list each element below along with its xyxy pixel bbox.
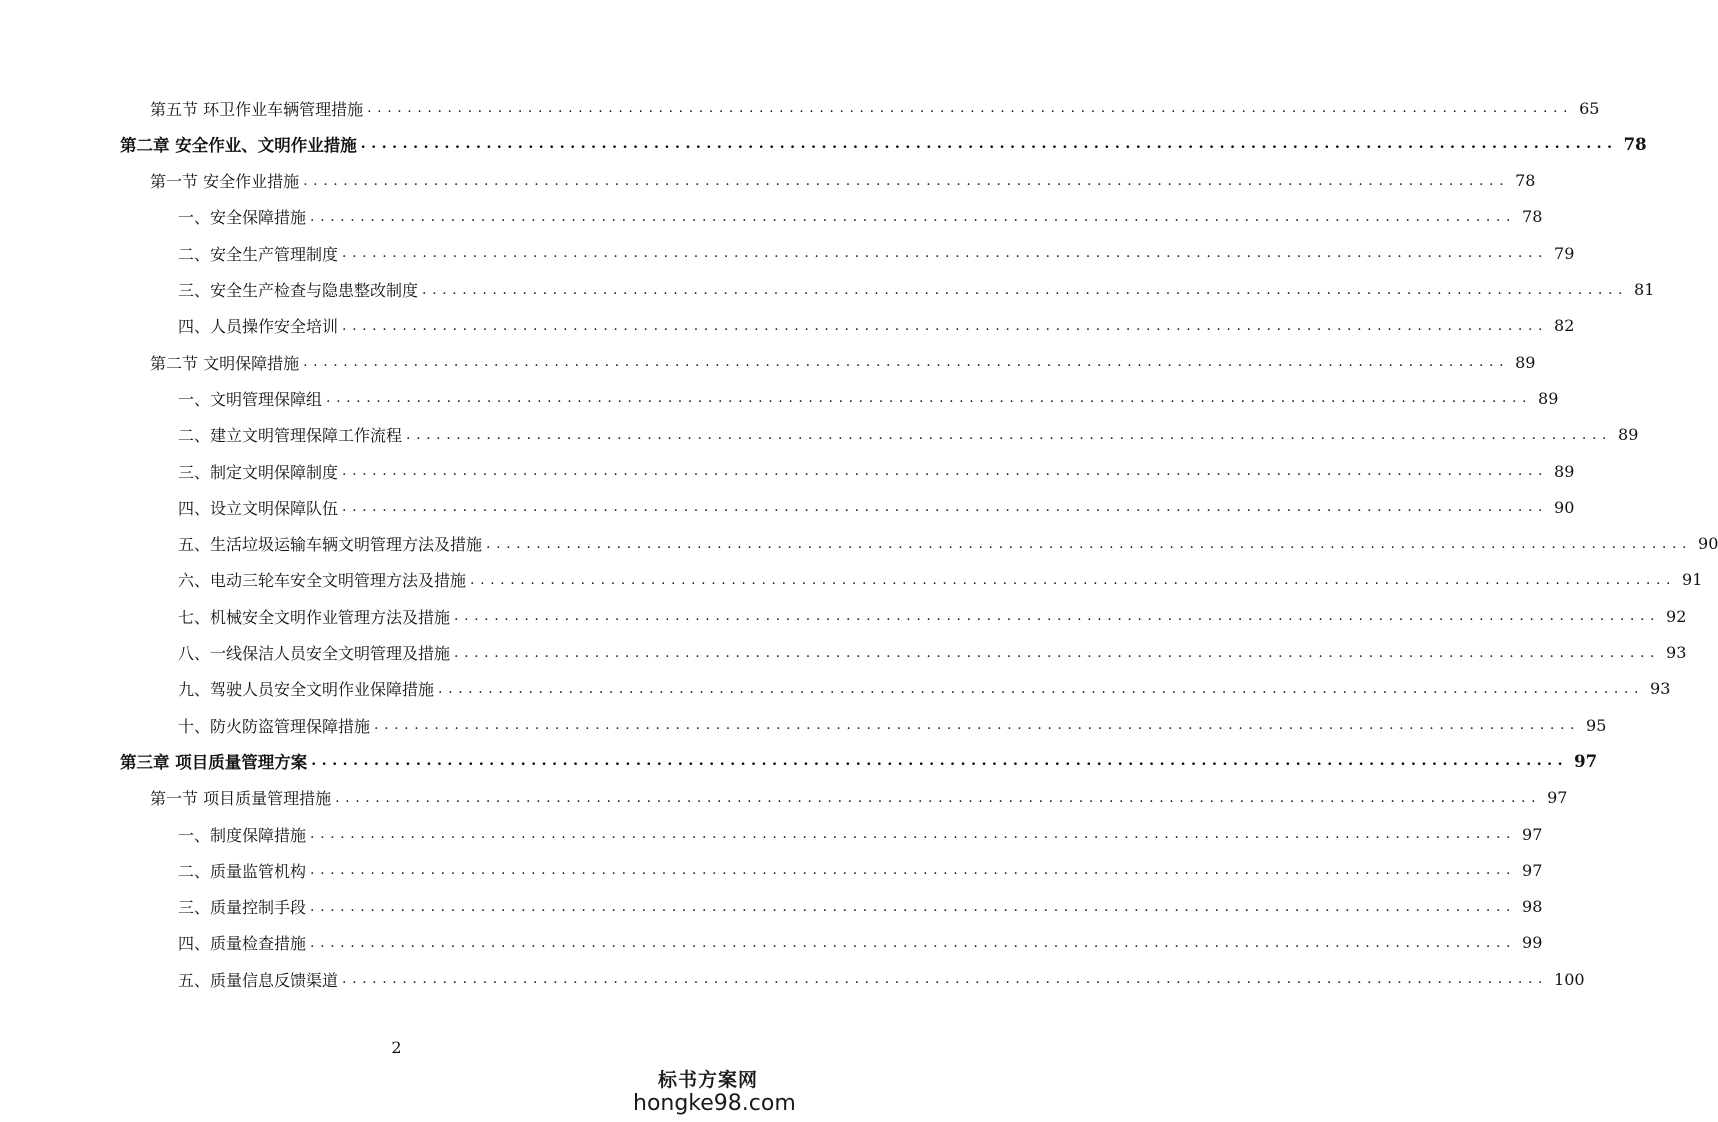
toc-entry-title: 九、驾驶人员安全文明作业保障措施 (178, 680, 435, 700)
toc-entry (178, 894, 1543, 920)
toc-dot-leader: ........................................................................................................................ (342, 317, 1549, 334)
toc-entry-page: 82 (1554, 316, 1575, 336)
toc-entry-page: 78 (1515, 171, 1536, 191)
toc-entry-title: 五、质量信息反馈渠道 (178, 970, 339, 990)
toc-entry (178, 966, 1585, 992)
toc-entry-page: 97 (1574, 751, 1598, 771)
toc-entry (150, 168, 1536, 194)
toc-entry-page: 89 (1515, 352, 1536, 372)
toc-entry-title: 四、人员操作安全培训 (178, 317, 339, 337)
toc-entry (150, 785, 1568, 811)
toc-entry (178, 385, 1559, 411)
toc-dot-leader: ........................................................................................................................ (374, 717, 1581, 734)
toc-dot-leader: ........................................................................................................................ (326, 390, 1533, 407)
toc-dot-leader: ........................................................................................................................ (470, 571, 1677, 588)
toc-entry-page: 93 (1650, 679, 1671, 699)
toc-entry-page: 65 (1579, 98, 1600, 118)
toc-entry-title: 二、建立文明管理保障工作流程 (178, 426, 403, 446)
toc-entry-page: 89 (1554, 461, 1575, 481)
toc-entry (178, 458, 1575, 484)
toc-entry-page: 79 (1554, 243, 1575, 263)
toc-dot-leader: ........................................................................................................................ (342, 245, 1549, 262)
toc-entry-page: 90 (1698, 534, 1718, 554)
toc-entry (178, 494, 1575, 520)
toc-dot-leader: ........................................................................................................................ (454, 644, 1661, 661)
toc-entry (150, 95, 1600, 121)
toc-entry-title: 四、设立文明保障队伍 (178, 498, 339, 518)
toc-entry-page: 78 (1623, 134, 1647, 154)
toc-dot-leader: ........................................................................................................................ (454, 608, 1661, 625)
toc-entry-page: 99 (1522, 933, 1543, 953)
toc-entry-title: 二、安全生产管理制度 (178, 244, 339, 264)
toc-entry-page: 98 (1522, 897, 1543, 917)
toc-entry (178, 676, 1671, 702)
toc-entry-title: 第二节 文明保障措施 (150, 353, 300, 373)
toc-entry-page: 100 (1554, 969, 1585, 989)
toc-entry-title: 第二章 安全作业、文明作业措施 (120, 136, 357, 156)
toc-entry-page: 97 (1547, 788, 1568, 808)
toc-entry-title: 第一节 安全作业措施 (150, 172, 300, 192)
toc-entry-title: 第三章 项目质量管理方案 (120, 753, 308, 773)
toc-entry (178, 821, 1543, 847)
toc-dot-leader: ........................................................................................................................ (310, 208, 1517, 225)
toc-dot-leader: ........................................................................................................................ (367, 100, 1574, 116)
toc-entry-page: 92 (1666, 606, 1687, 626)
toc-entry (178, 313, 1575, 339)
toc-entry-title: 四、质量检查措施 (178, 934, 307, 954)
toc-entry-title: 八、一线保洁人员安全文明管理及措施 (178, 644, 451, 663)
toc-dot-leader: ........................................................................................................................ (438, 680, 1645, 697)
toc-entry-page: 97 (1522, 860, 1543, 880)
toc-dot-leader: ........................................................................................................................ (422, 281, 1629, 298)
toc-dot-leader: ........................................................................................................................ (310, 862, 1517, 879)
toc-dot-leader: ........................................................................................................................ (311, 753, 1569, 770)
toc-entry (150, 349, 1536, 375)
toc-dot-leader: ........................................................................................................................ (335, 789, 1542, 806)
toc-entry-title: 一、文明管理保障组 (178, 389, 323, 409)
toc-entry (178, 857, 1543, 883)
toc-entry-title: 十、防火防盗管理保障措施 (178, 716, 371, 736)
toc-entry-page: 90 (1554, 497, 1575, 517)
toc-dot-leader: ........................................................................................................................ (486, 535, 1693, 552)
toc-entry (178, 567, 1703, 593)
toc-dot-leader: ........................................................................................................................ (310, 826, 1517, 842)
toc-entry-title: 三、安全生产检查与隐患整改制度 (178, 281, 419, 300)
toc-entry-title: 三、制定文明保障制度 (178, 462, 339, 482)
watermark (633, 1065, 796, 1116)
toc-entry-title: 二、质量监管机构 (178, 861, 307, 881)
toc-dot-leader: ........................................................................................................................ (406, 426, 1613, 443)
toc-entry (178, 204, 1543, 230)
toc-entry (178, 930, 1543, 956)
toc-entry (178, 603, 1687, 629)
toc-entry-page: 95 (1586, 715, 1607, 735)
toc-dot-leader: ........................................................................................................................ (303, 172, 1510, 189)
toc-entry (178, 422, 1639, 448)
toc-entry-page: 91 (1682, 570, 1703, 590)
toc-entry (178, 531, 1718, 557)
watermark-url: hongke98.com (633, 1091, 796, 1116)
toc-entry-title: 三、质量控制手段 (178, 898, 307, 918)
toc-dot-leader: ........................................................................................................................ (310, 898, 1517, 915)
toc-entry (178, 640, 1687, 666)
toc-entry (120, 131, 1647, 157)
toc-entry-title: 一、安全保障措施 (178, 208, 307, 228)
toc-entry (178, 277, 1655, 303)
toc-entry-page: 81 (1634, 280, 1655, 299)
toc-dot-leader: ........................................................................................................................ (342, 463, 1549, 479)
toc-entry-title: 七、机械安全文明作业管理方法及措施 (178, 607, 451, 627)
toc-dot-leader: ........................................................................................................................ (303, 354, 1510, 371)
toc-dot-leader: ........................................................................................................................ (360, 136, 1618, 153)
toc-entry (120, 748, 1598, 774)
toc-entry-page: 89 (1618, 425, 1639, 445)
toc-entry-page: 93 (1666, 643, 1687, 662)
toc-entry-page: 89 (1538, 388, 1559, 408)
watermark-name: 标书方案网 (657, 1069, 758, 1091)
toc-entry-title: 六、电动三轮车安全文明管理方法及措施 (178, 571, 467, 591)
toc-entry (178, 712, 1607, 738)
toc-dot-leader: ........................................................................................................................ (310, 934, 1517, 951)
toc-entry-title: 一、制度保障措施 (178, 825, 307, 845)
toc-entry-title: 第一节 项目质量管理措施 (150, 789, 332, 809)
toc-entry-title: 第五节 环卫作业车辆管理措施 (150, 99, 364, 119)
toc-entry-title: 五、生活垃圾运输车辆文明管理方法及措施 (178, 535, 483, 555)
toc-entry-page: 97 (1522, 824, 1543, 844)
toc-entry-page: 78 (1522, 207, 1543, 227)
toc-dot-leader: ........................................................................................................................ (342, 499, 1549, 516)
toc-dot-leader: ........................................................................................................................ (342, 971, 1549, 988)
page-number: 2 (391, 1038, 402, 1057)
toc-entry (178, 240, 1575, 266)
